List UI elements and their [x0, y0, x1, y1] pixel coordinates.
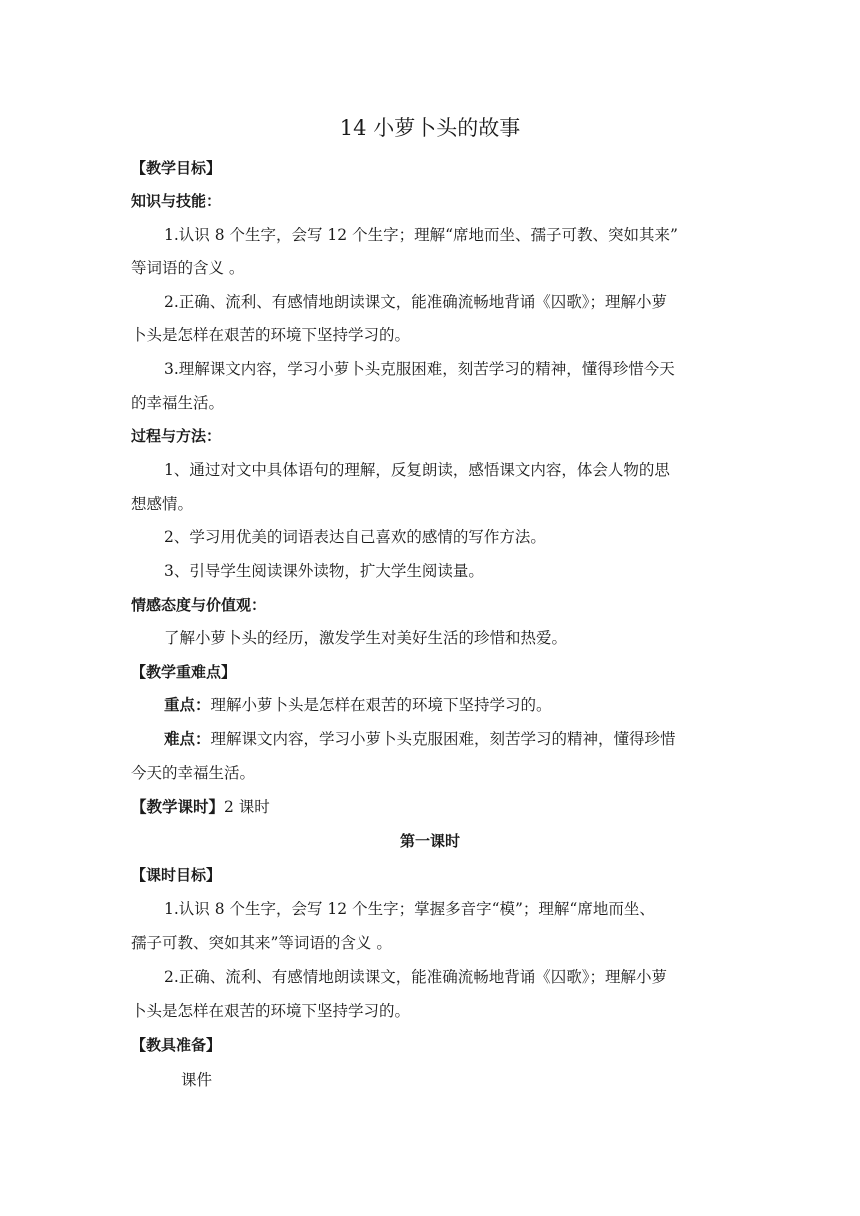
document-title: 14 小萝卜头的故事: [339, 116, 521, 140]
lesson-goal-1: 1.认识 8 个生字，会写 12 个生字；掌握多音字“模”；理解“席地而坐、: [164, 900, 655, 918]
hours-value: 2 课时: [224, 798, 270, 816]
goals-header: 【教学目标】: [131, 159, 222, 177]
key-point-text: 理解小萝卜头是怎样在艰苦的环境下坚持学习的。: [210, 696, 552, 714]
knowledge-item-3-cont: 的幸福生活。: [131, 394, 225, 412]
lesson-goal-2: 2.正确、流利、有感情地朗读课文，能准确流畅地背诵《囚歌》；理解小萝: [164, 968, 668, 986]
process-item-1-cont: 想感情。: [131, 495, 194, 513]
hours-line: [131, 796, 736, 818]
knowledge-item-1-cont: 等词语的含义 。: [131, 259, 245, 277]
emotion-header: 情感态度与价值观：: [131, 596, 267, 614]
key-point-label: 重点：: [164, 696, 211, 714]
knowledge-item-1: 1.认识 8 个生字，会写 12 个生字；理解“席地而坐、孺子可教、突如其来”: [164, 226, 678, 244]
hours-header: 【教学课时】: [131, 798, 225, 816]
lesson-goal-2-cont: 卜头是怎样在艰苦的环境下坚持学习的。: [131, 1002, 411, 1020]
difficult-point-text: 理解课文内容，学习小萝卜头克服困难，刻苦学习的精神，懂得珍惜: [210, 730, 676, 748]
lesson-one-heading: 第一课时: [399, 832, 460, 850]
key-point: [164, 694, 736, 716]
process-item-2: 2、学习用优美的词语表达自己喜欢的感情的写作方法。: [164, 528, 546, 546]
difficult-point: [164, 728, 736, 750]
lesson-goal-1-cont: 孺子可教、突如其来”等词语的含义 。: [131, 934, 392, 952]
emotion-item-1: 了解小萝卜头的经历，激发学生对美好生活的珍惜和热爱。: [164, 629, 568, 647]
lesson-goals-header: 【课时目标】: [131, 866, 222, 884]
process-item-3: 3、引导学生阅读课外读物，扩大学生阅读量。: [164, 562, 484, 580]
difficult-point-label: 难点：: [164, 730, 211, 748]
prep-value: 课件: [181, 1071, 213, 1089]
difficult-point-cont: 今天的幸福生活。: [131, 764, 256, 782]
knowledge-item-3: 3.理解课文内容，学习小萝卜头克服困难，刻苦学习的精神，懂得珍惜今天: [164, 360, 675, 378]
process-item-1: 1、通过对文中具体语句的理解，反复朗读，感悟课文内容，体会人物的思: [164, 461, 670, 479]
prep-header: 【教具准备】: [131, 1036, 222, 1054]
keypoints-header: 【教学重难点】: [131, 663, 237, 681]
knowledge-header: 知识与技能：: [131, 192, 222, 210]
knowledge-item-2-cont: 卜头是怎样在艰苦的环境下坚持学习的。: [131, 326, 411, 344]
process-header: 过程与方法：: [131, 427, 222, 445]
knowledge-item-2: 2.正确、流利、有感情地朗读课文，能准确流畅地背诵《囚歌》；理解小萝: [164, 293, 668, 311]
